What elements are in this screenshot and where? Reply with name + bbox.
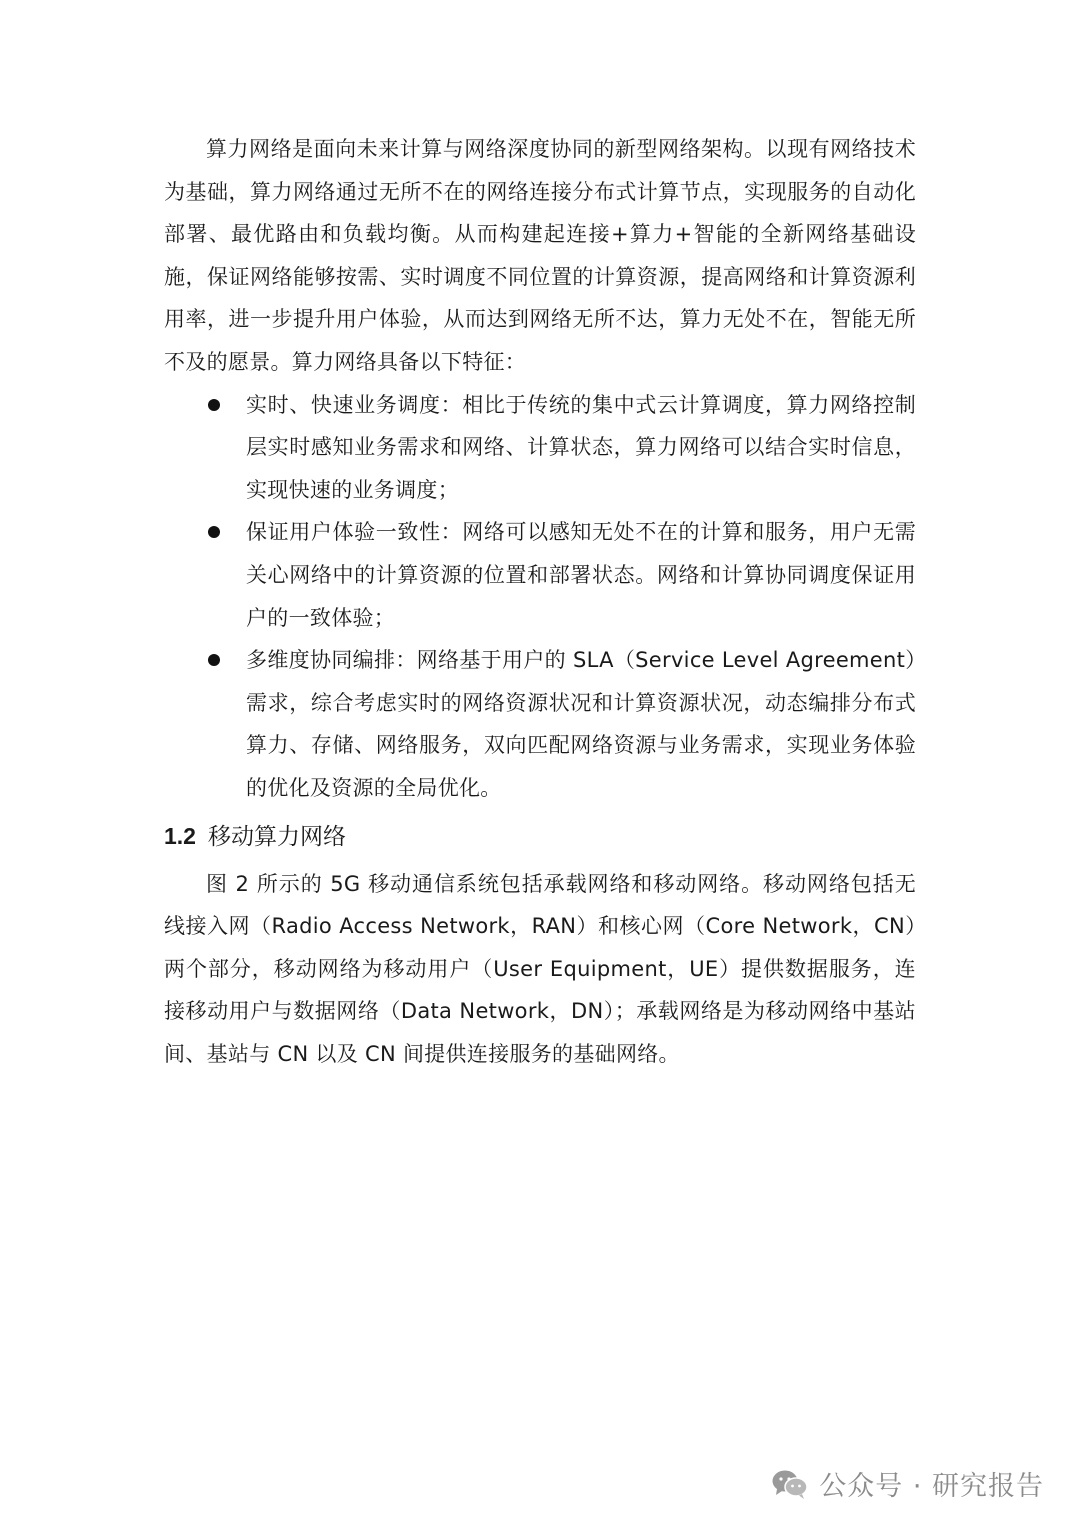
watermark-text: 公众号 · 研究报告	[819, 1471, 1044, 1502]
bullet-icon	[208, 526, 220, 538]
list-item-text: 多维度协同编排：网络基于用户的 SLA（Service Level Agreement）需求，综合考虑实时的网络资源状况和计算资源状况，动态编排分布式算力、存储、网络服务，双向匹配网络资源与业务需求，实现业务体验的优化及资源的全局优化。	[246, 648, 916, 800]
intro-paragraph: 算力网络是面向未来计算与网络深度协同的新型网络架构。以现有网络技术为基础，算力网络通过无所不在的网络连接分布式计算节点，实现服务的自动化部署、最优路由和负载均衡。从而构建起连接+算力+智能的全新网络基础设施，保证网络能够按需、实时调度不同位置的计算资源，提高网络和计算资源利用率，进一步提升用户体验，从而达到网络无所不达，算力无处不在，智能无所不及的愿景。算力网络具备以下特征：	[164, 137, 916, 374]
section-paragraph: 图 2 所示的 5G 移动通信系统包括承载网络和移动网络。移动网络包括无线接入网（Radio Access Network，RAN）和核心网（Core Network，CN）两个部分，移动网络为移动用户（User Equipment，UE）提供数据服务，连接移动用户与数据网络（Data Network，DN）；承载网络是为移动网络中基站间、基站与 CN 以及 CN 间提供连接服务的基础网络。	[164, 871, 916, 1066]
list-item-text: 实时、快速业务调度：相比于传统的集中式云计算调度，算力网络控制层实时感知业务需求和网络、计算状态，算力网络可以结合实时信息，实现快速的业务调度；	[246, 392, 916, 502]
bullet-icon	[208, 399, 220, 411]
list-item	[164, 639, 916, 809]
watermark	[771, 1464, 1044, 1503]
list-item	[164, 384, 916, 512]
section-heading	[164, 814, 916, 859]
wechat-icon	[771, 1468, 809, 1500]
list-item-text: 保证用户体验一致性：网络可以感知无处不在的计算和服务，用户无需关心网络中的计算资源的位置和部署状态。网络和计算协同调度保证用户的一致体验；	[246, 520, 916, 630]
list-item	[164, 511, 916, 639]
page-content	[164, 128, 916, 1075]
section-number: 1.2	[164, 822, 196, 849]
feature-list	[164, 384, 916, 810]
bullet-icon	[208, 654, 220, 666]
section-title: 移动算力网络	[207, 823, 346, 850]
